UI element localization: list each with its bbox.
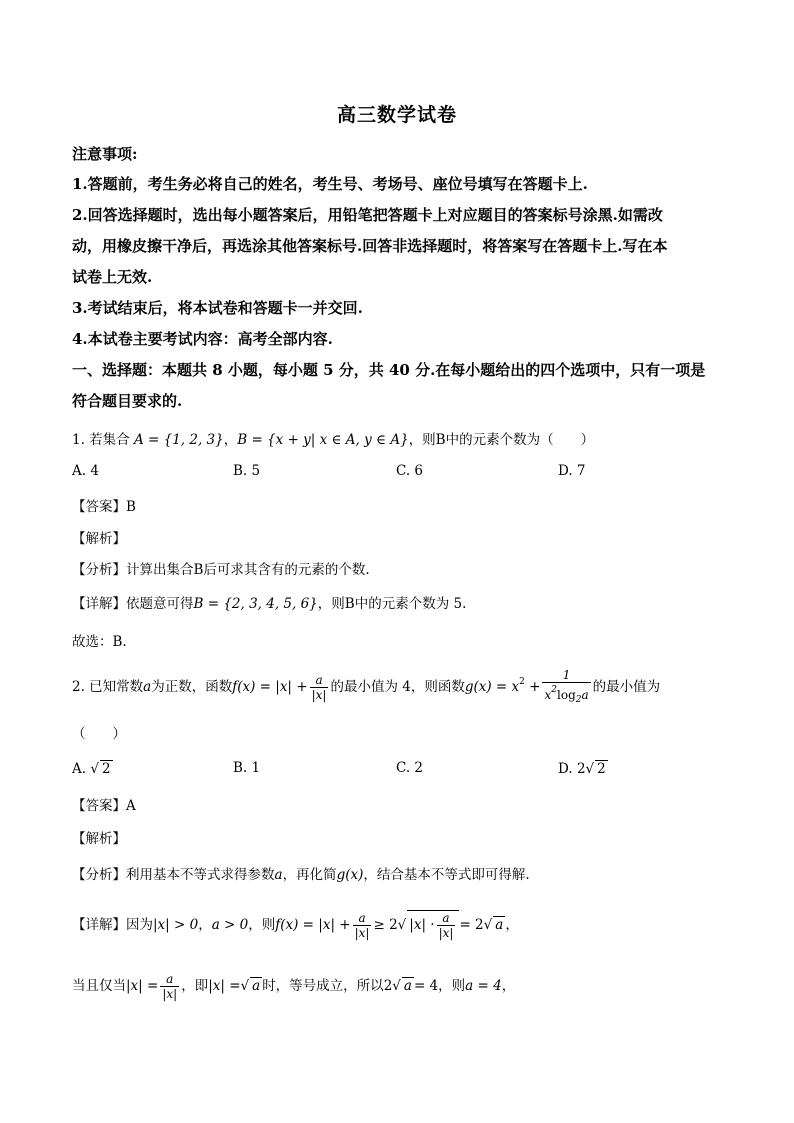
q2-g-frac-num: 1 (542, 668, 590, 683)
q2-option-d-value: 2 (597, 761, 606, 777)
q2-last-lhs: |x| = (126, 978, 159, 994)
q1-answer: 【答案】B (72, 499, 136, 515)
notice-item-2-line-3: 试卷上无效. (72, 268, 153, 286)
q2-analysis-label: 【解析】 (72, 831, 126, 847)
q2-fenxi-a: a (274, 867, 283, 883)
sqrt-icon: √ (240, 978, 250, 994)
q2-xj-ge: ≥ 2 (373, 917, 398, 933)
q2-option-d-coef: 2 (576, 761, 586, 777)
q2-xj-frac-den: |x| (354, 926, 370, 940)
q2-xj-cond-2: a > 0 (211, 917, 249, 933)
q2-xj-comma: ， (198, 917, 212, 933)
question-2-stem (72, 668, 732, 707)
q2-g-fraction (542, 668, 590, 707)
q2-xj-sqrt-a: a (495, 917, 504, 933)
q1-option-b: B. 5 (233, 463, 261, 479)
section-heading-line-1: 一、选择题：本题共 8 小题，每小题 5 分，共 40 分.在每小题给出的四个选项中，只有一项是 (72, 361, 706, 379)
q2-f-frac-den: |x| (311, 688, 327, 702)
q2-last-sqrt-a: a (252, 978, 261, 994)
q2-last-mid-3: ，则 (438, 978, 466, 994)
q2-xj-fraction (353, 911, 372, 940)
q1-fenxi: 【分析】计算出集合B后可求其含有的元素的个数. (72, 562, 370, 578)
q1-xiangjie (72, 592, 732, 612)
q2-option-a (72, 760, 113, 777)
q2-last-fraction (160, 972, 179, 1001)
q1-set-b: B = {x + y| x ∈ A, y ∈ A} (237, 432, 409, 448)
q2-fenxi-mid: ，再化简 (282, 867, 337, 883)
q2-xiangjie (72, 910, 732, 940)
q1-xiangjie-set: B = {2, 3, 4, 5, 6} (193, 596, 318, 612)
q2-paren: （ ） (72, 726, 126, 742)
q2-g-den-x: x (544, 688, 552, 702)
notice-item-3: 3.考试结束后，将本试卷和答题卡一并交回. (72, 299, 363, 317)
sqrt-icon: √ (392, 978, 401, 994)
q2-last-mid: ，即 (181, 978, 209, 994)
notice-item-1: 1.答题前，考生务必将自己的姓名，考生号、考场号、座位号填写在答题卡上. (72, 175, 588, 193)
q2-option-a-value: 2 (101, 761, 111, 777)
question-1-stem (72, 428, 732, 448)
q1-number: 1. 若集合 (72, 432, 130, 448)
q1-option-d: D. 7 (558, 463, 586, 479)
q2-option-d-label: D. (558, 761, 573, 777)
q2-last-eq-4: = 4 (413, 978, 439, 994)
q2-fenxi (72, 863, 732, 883)
notice-item-2-line-2: 动，用橡皮擦干净后，再选涂其他答案标号.回答非选择题时，将答案写在答题卡上.写在本 (72, 237, 668, 255)
q2-option-c: C. 2 (396, 760, 424, 776)
q2-f-frac-num: a (310, 673, 329, 688)
q2-last-end: ， (501, 978, 516, 994)
q2-last-prefix: 当且仅当 (72, 978, 126, 994)
sqrt-icon: √ (397, 917, 407, 933)
q2-last-coef: 2 (383, 978, 393, 994)
sqrt-icon: √ (483, 917, 493, 933)
q2-fenxi-prefix: 【分析】利用基本不等式求得参数 (72, 867, 275, 883)
sqrt-icon: √ (585, 761, 595, 777)
q2-g-frac-den (542, 683, 590, 707)
q2-prefix: 2. 已知常数 (72, 679, 144, 695)
q2-xj-eq: = 2 (459, 917, 484, 933)
q2-var-a: a (143, 679, 152, 695)
q2-fenxi-suffix: ，结合基本不等式即可得解. (363, 867, 530, 883)
q1-xiangjie-prefix: 【详解】依题意可得 (72, 596, 194, 612)
q2-g-den-a: a (581, 688, 589, 702)
q2-g-den-exp: 2 (551, 685, 557, 695)
q2-answer: 【答案】A (72, 798, 136, 814)
q2-last-frac-num: a (160, 972, 179, 987)
q2-g-den-base: 2 (575, 695, 582, 705)
q1-stem-tail: ，则B中的元素个数为（ ） (408, 432, 595, 448)
q2-function-g: g(x) = x (464, 679, 520, 695)
q2-function-f: f(x) = |x| + (232, 679, 308, 695)
q2-xj-frac-num: a (353, 911, 372, 926)
q2-g-exponent: 2 (519, 677, 525, 687)
q2-xj-cond-1: |x| > 0 (153, 917, 199, 933)
q2-option-b: B. 1 (233, 760, 261, 776)
q2-xj-then: ，则 (248, 917, 276, 933)
q2-last-frac-den: |x| (162, 987, 178, 1001)
notice-item-2-line-1: 2.回答选择题时，选出每小题答案后，用铅笔把答题卡上对应题目的答案标号涂黑.如需改 (72, 206, 663, 224)
q1-conclusion: 故选：B. (72, 634, 127, 650)
q2-xj-f: f(x) = |x| + (275, 917, 351, 933)
q2-option-a-label: A. (72, 761, 87, 777)
q1-option-a: A. 4 (72, 463, 99, 479)
q2-xj-end: ， (505, 917, 519, 933)
q2-f-fraction (310, 673, 329, 702)
q2-xj-rad-fraction (437, 911, 456, 940)
q2-xj-rad-den: |x| (438, 926, 454, 940)
q2-last-a-eq-4: a = 4 (465, 978, 502, 994)
notice-item-4: 4.本试卷主要考试内容：高考全部内容. (72, 330, 333, 348)
q2-last-abs: |x| = (208, 978, 241, 994)
q2-text-3: 的最小值为 (592, 679, 661, 695)
section-heading-line-2: 符合题目要求的. (72, 392, 183, 410)
sqrt-icon: √ (90, 761, 99, 777)
q1-set-a: A = {1, 2, 3} (133, 432, 224, 448)
q2-option-d (558, 760, 608, 777)
q1-xiangjie-suffix: ，则B中的元素个数为 5. (317, 596, 467, 612)
q2-last-sqrt-a-2: a (403, 978, 412, 994)
q1-analysis-label: 【解析】 (72, 531, 126, 547)
q2-text-1: 为正数，函数 (151, 679, 233, 695)
q1-separator: ， (223, 432, 238, 448)
q2-text-2: 的最小值为 4，则函数 (330, 679, 465, 695)
q2-g-den-log: log (557, 688, 576, 702)
q1-option-c: C. 6 (396, 463, 424, 479)
q2-fenxi-g: g(x) (336, 867, 364, 883)
q2-last-mid-2: 时，等号成立，所以 (262, 978, 384, 994)
q2-xj-radical (407, 910, 459, 940)
page-title: 高三数学试卷 (336, 104, 457, 126)
q2-g-plus: + (529, 679, 541, 695)
q2-xj-rad-abs: |x| · (409, 917, 435, 933)
q2-xiangjie-prefix: 【详解】因为 (72, 917, 153, 933)
q2-equality-condition (72, 972, 732, 1001)
q2-xj-rad-num: a (437, 911, 456, 926)
notice-heading: 注意事项: (72, 145, 138, 163)
